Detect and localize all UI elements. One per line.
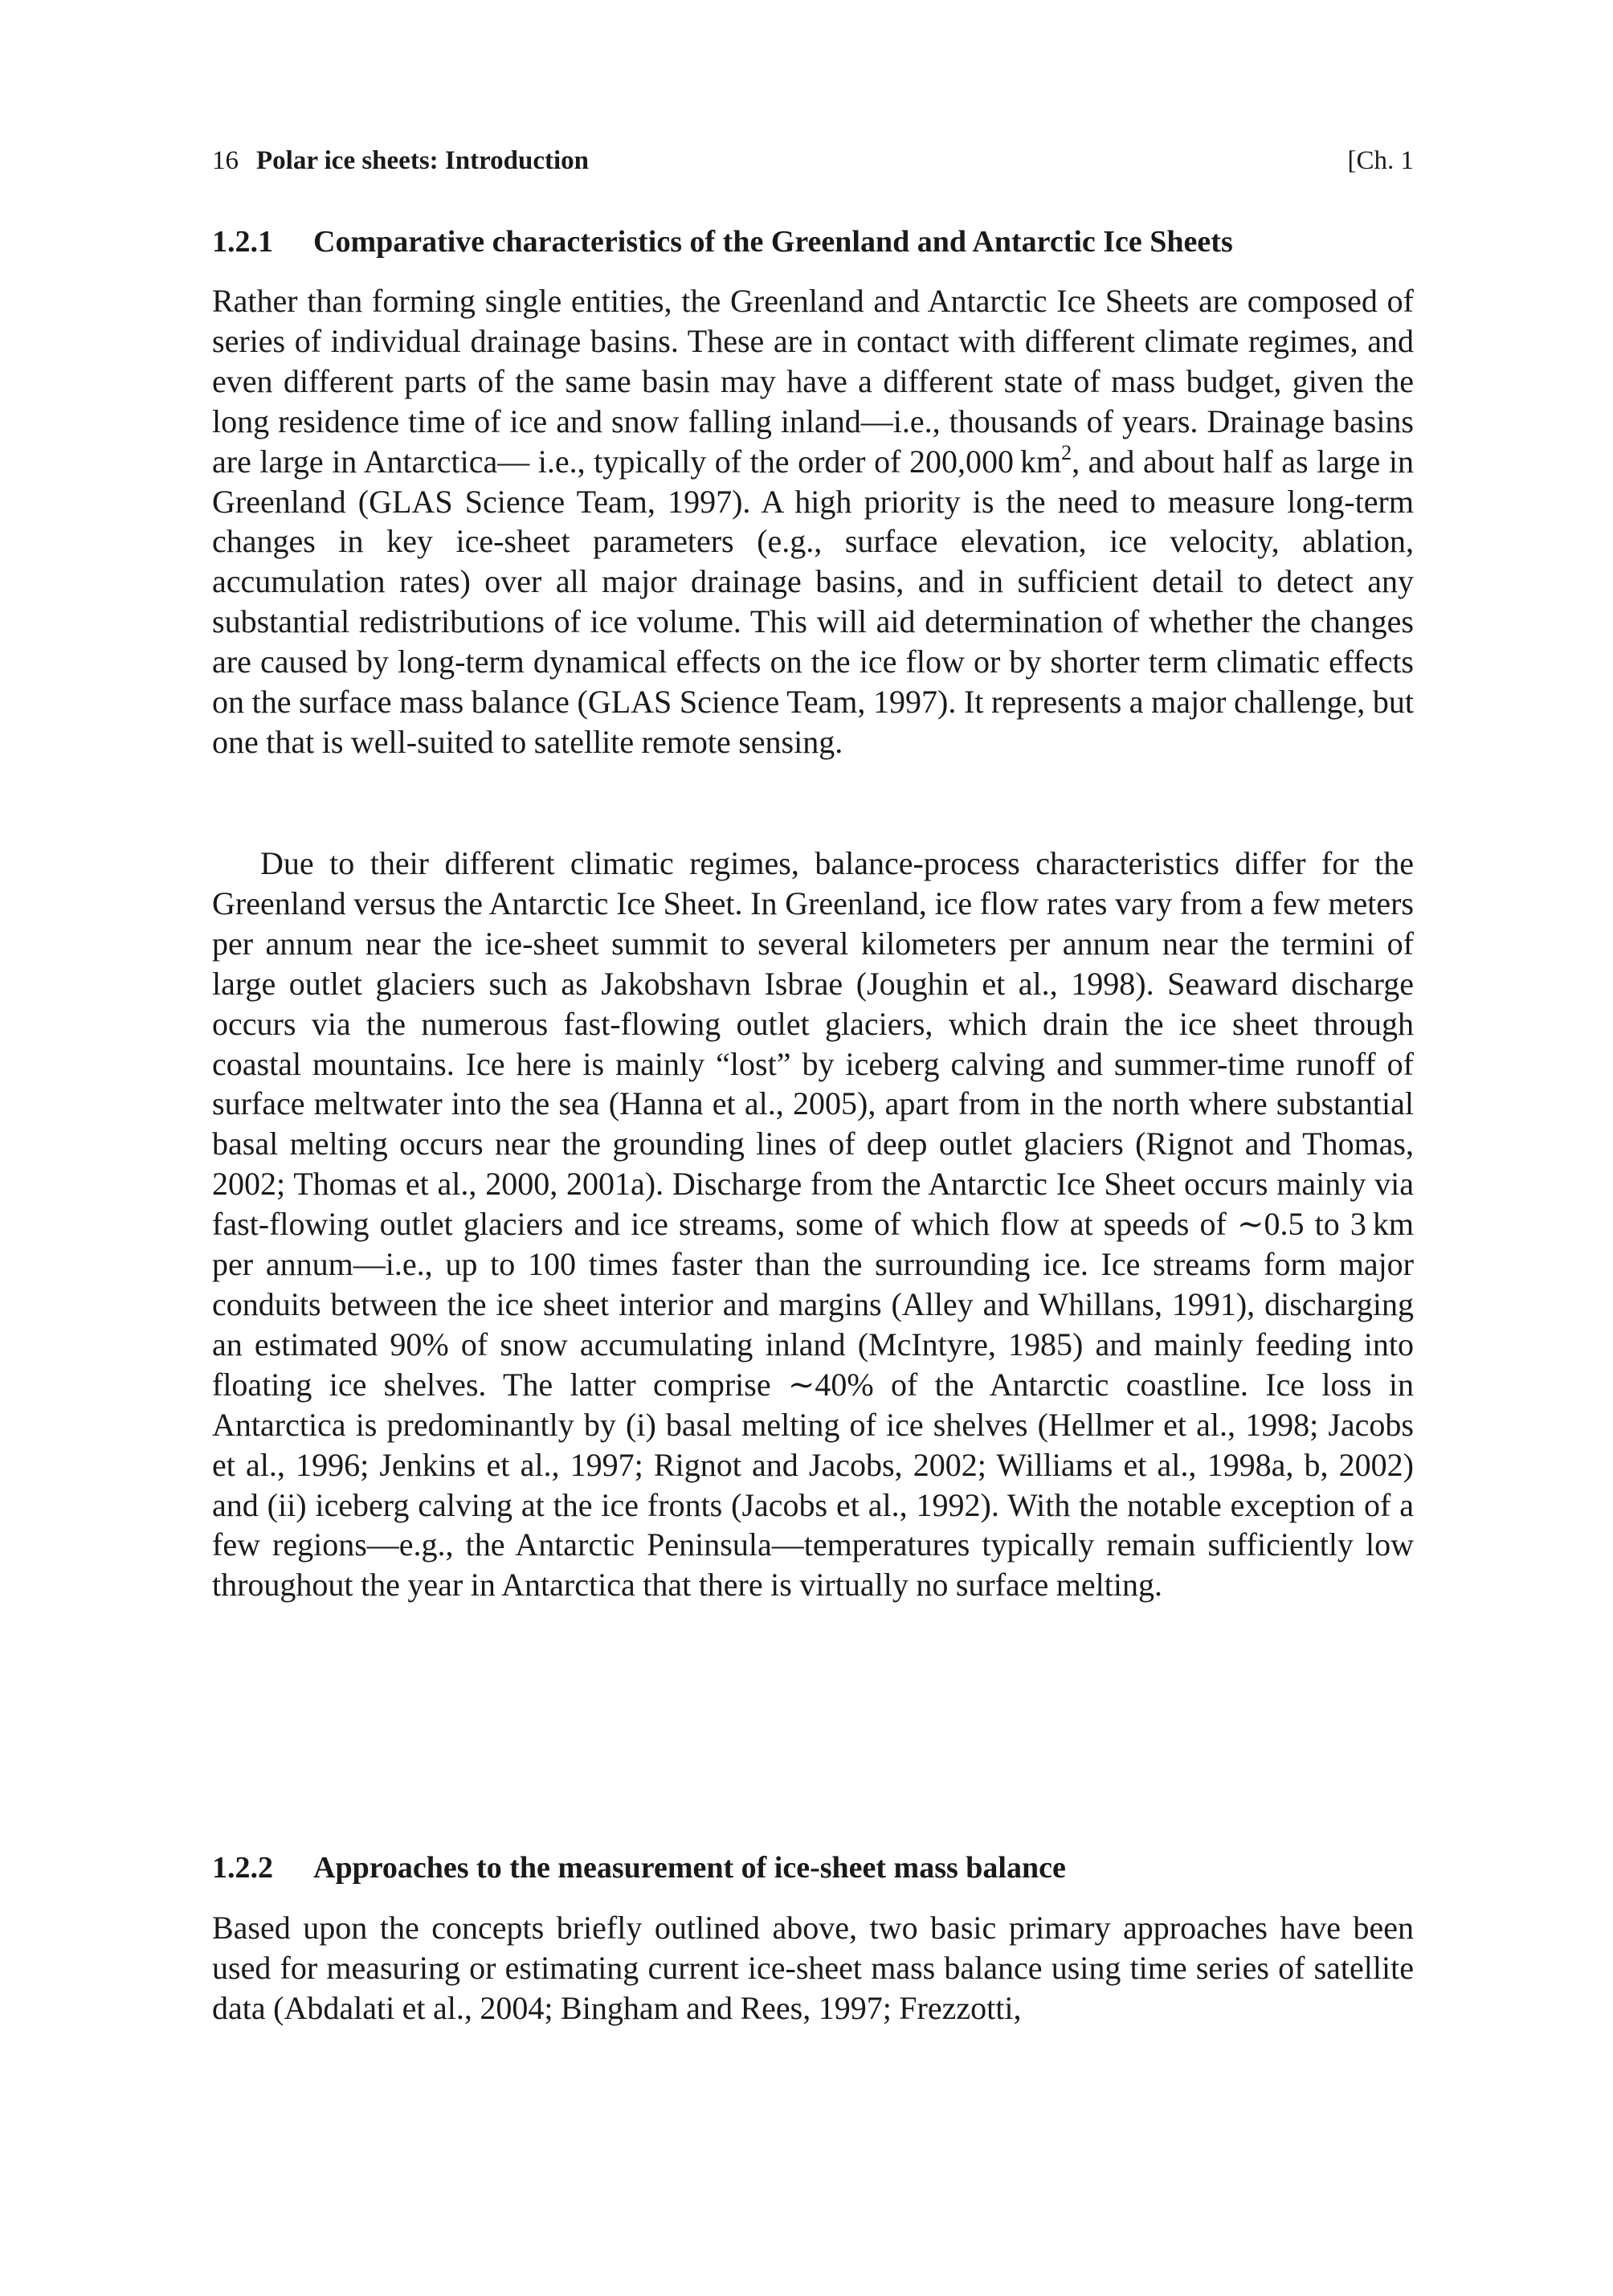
page-number: 16: [212, 146, 239, 175]
paragraph-text: , and about half as large in Greenland (GLAS Science Team, 1997). A high priority is the need to measure long-term changes in key ice-sheet parameters (e.g., surface elevation, ice velocity, ablation, accumulation rates) over all major drainage basins, and in sufficient detail to detect any substantial redistributions of ice volume. This will aid determination of whether the changes are caused by long-term dynamical effects on the ice flow or by shorter term climatic effects on the surface mass balance (GLAS Science Team, 1997). It represents a major challenge, but one that is well-suited to satellite remote sensing.: [212, 443, 1414, 760]
body-paragraph: [212, 281, 1414, 762]
body-paragraph: Based upon the concepts briefly outlined above, two basic primary approaches have been used for measuring or estimating current ice-sheet mass balance using time series of satellite data (Abdalati et al., 2004; Bingham and Rees, 1997; Frezzotti,: [212, 1910, 1414, 2026]
section-heading-1-2-2: [212, 1848, 1414, 1888]
section-number: 1.2.1: [212, 225, 273, 259]
body-paragraph: Due to their different climatic regimes, balance-process characteristics differ for the Greenland versus the Antarctic Ice Sheet. In Greenland, ice flow rates vary from a few meters per annum near the ice-sheet summit to several kilometers per annum near the termini of large outlet glaciers such as Jakobshavn Isbrae (Joughin et al., 1998). Seaward discharge occurs via the numerous fast-flowing outlet glaciers, which drain the ice sheet through coastal mountains. Ice here is mainly “lost” by iceberg calving and summer-time runoff of surface meltwater into the sea (Hanna et al., 2005), apart from in the north where substantial basal melting occurs near the grounding lines of deep outlet glaciers (Rignot and Thomas, 2002; Thomas et al., 2000, 2001a). Discharge from the Antarctic Ice Sheet occurs mainly via fast-flowing outlet glaciers and ice streams, some of which flow at speeds of ∼0.5 to 3 km per annum—i.e., up to 100 times faster than the surrounding ice. Ice streams form major conduits between the ice sheet interior and margins (Alley and Whillans, 1991), discharging an estimated 90% of snow accumulating inland (McIntyre, 1985) and mainly feeding into floating ice shelves. The latter comprise ∼40% of the Antarctic coastline. Ice loss in Antarctica is predominantly by (i) basal melting of ice shelves (Hellmer et al., 1998; Jacobs et al., 1996; Jenkins et al., 1997; Rignot and Jacobs, 2002; Williams et al., 1998a, b, 2002) and (ii) iceberg calving at the ice fronts (Jacobs et al., 1992). With the notable exception of a few regions—e.g., the Antarctic Peninsula—temperatures typically remain sufficiently low throughout the year in Antarctica that there is virtually no surface melting.: [212, 845, 1414, 1604]
superscript: 2: [1061, 440, 1072, 464]
running-head-title: Polar ice sheets: Introduction: [256, 146, 589, 175]
paragraph-text: Rather than forming single entities, the Greenland and Antarctic Ice Sheets are composed of series of individual drainage basins. These are in contact with different climate regimes, and even different parts of the same basin may have a different state of mass budget, given the long residence time of ice and snow falling inland—i.e., thousands of years. Drainage basins are large in Antarctica— i.e., typically of the order of 200,000 km: [212, 283, 1414, 480]
section-title: Comparative characteristics of the Greenland and Antarctic Ice Sheets: [313, 225, 1233, 259]
section-number: 1.2.2: [212, 1851, 273, 1885]
chapter-label: [Ch. 1: [1347, 146, 1414, 175]
running-head-left: [212, 141, 589, 180]
section-title: Approaches to the measurement of ice-sheet mass balance: [313, 1851, 1066, 1885]
section-heading-1-2-1: [212, 222, 1414, 262]
running-head: [212, 141, 1414, 180]
